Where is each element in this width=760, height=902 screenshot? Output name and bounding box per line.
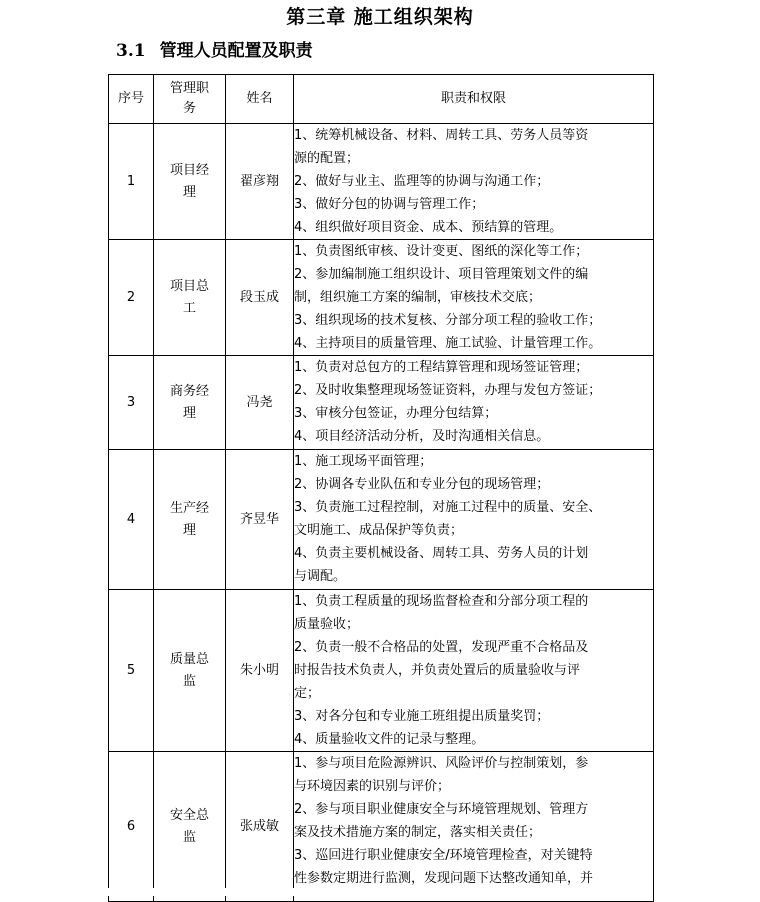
- row-position: [154, 590, 226, 752]
- row-name: 段玉成: [226, 240, 294, 356]
- duty-line: 时报告技术负责人，并负责处置后的质量验收与评: [294, 663, 581, 678]
- row-index: 6: [109, 752, 154, 902]
- row-name: 齐昱华: [226, 450, 294, 590]
- duty-line: 4、负责主要机械设备、周转工具、劳务人员的计划: [294, 546, 589, 561]
- table-row: [109, 356, 654, 450]
- row-position-text: 项目总工: [169, 278, 209, 316]
- duty-line: 定；: [294, 686, 321, 701]
- duty-line: 1、施工现场平面管理；: [294, 454, 433, 469]
- table-row: [109, 450, 654, 590]
- row-index: 5: [109, 590, 154, 752]
- duty-line: 2、做好与业主、监理等的协调与沟通工作；: [294, 174, 550, 189]
- row-name: 朱小明: [226, 590, 294, 752]
- header-name: 姓名: [226, 75, 294, 124]
- duty-line: 1、负责工程质量的现场监督检查和分部分项工程的: [294, 594, 589, 609]
- duty-line: 4、组织做好项目资金、成本、预结算的管理。: [294, 220, 563, 235]
- duty-line: 2、参加编制施工组织设计、项目管理策划文件的编: [294, 267, 589, 282]
- duty-line: 制，组织施工方案的编制，审核技术交底；: [294, 290, 542, 305]
- table-row: [109, 752, 654, 902]
- row-duties: [294, 752, 654, 902]
- row-position: [154, 356, 226, 450]
- row-name: 冯尧: [226, 356, 294, 450]
- chapter-title: 第三章 施工组织架构: [286, 6, 474, 28]
- row-index: 1: [109, 124, 154, 240]
- row-index: 2: [109, 240, 154, 356]
- row-position-text: 商务经理: [169, 383, 209, 421]
- row-position: [154, 124, 226, 240]
- row-duties: [294, 590, 654, 752]
- duty-line: 4、主持项目的质量管理、施工试验、计量管理工作。: [294, 336, 602, 351]
- section-title: [116, 36, 313, 61]
- row-position-text: 项目经理: [169, 162, 209, 200]
- duty-line: 案及技术措施方案的制定，落实相关责任；: [294, 825, 542, 840]
- row-position: [154, 752, 226, 902]
- table-row: [109, 590, 654, 752]
- row-name: 张成敏: [226, 752, 294, 902]
- duty-line: 1、统筹机械设备、材料、周转工具、劳务人员等资: [294, 128, 589, 143]
- row-duties: [294, 240, 654, 356]
- duty-line: 2、负责一般不合格品的处置，发现严重不合格品及: [294, 640, 589, 655]
- duty-line: 3、对各分包和专业施工班组提出质量奖罚；: [294, 709, 550, 724]
- section-number: 3.1: [116, 41, 146, 61]
- header-position: [154, 75, 226, 124]
- table-header-row: [109, 75, 654, 124]
- page-bottom-edge: [108, 888, 653, 896]
- duty-line: 与环境因素的识别与评价；: [294, 779, 451, 794]
- row-duties: [294, 450, 654, 590]
- header-position-text: 管理职务: [169, 81, 209, 116]
- duty-line: 2、协调各专业队伍和专业分包的现场管理；: [294, 477, 550, 492]
- duty-line: 3、巡回进行职业健康安全/环境管理检查，对关键特: [294, 848, 593, 863]
- duty-line: 质量验收；: [294, 617, 360, 632]
- duty-line: 2、参与项目职业健康安全与环境管理规划、管理方: [294, 802, 589, 817]
- duty-line: 3、组织现场的技术复核、分部分项工程的验收工作；: [294, 313, 602, 328]
- table-row: [109, 240, 654, 356]
- row-position-text: 质量总监: [169, 651, 209, 689]
- row-name: 翟彦翔: [226, 124, 294, 240]
- duty-line: 1、负责图纸审核、设计变更、图纸的深化等工作；: [294, 244, 589, 259]
- table-row: [109, 124, 654, 240]
- duty-line: 3、做好分包的协调与管理工作；: [294, 197, 485, 212]
- duty-line: 1、负责对总包方的工程结算管理和现场签证管理；: [294, 360, 589, 375]
- row-index: 3: [109, 356, 154, 450]
- row-position-text: 安全总监: [169, 807, 209, 845]
- duty-line: 源的配置；: [294, 151, 360, 166]
- duty-line: 性参数定期进行监测，发现问题下达整改通知单，并: [294, 871, 594, 886]
- row-duties: [294, 356, 654, 450]
- duty-line: 4、质量验收文件的记录与整理。: [294, 732, 485, 747]
- section-heading: 管理人员配置及职责: [159, 41, 313, 61]
- duty-line: 文明施工、成品保护等负责；: [294, 523, 464, 538]
- responsibility-table: [108, 74, 654, 902]
- duty-line: 与调配。: [294, 569, 347, 584]
- header-duties: 职责和权限: [294, 75, 654, 124]
- duty-line: 1、参与项目危险源辨识、风险评价与控制策划，参: [294, 756, 589, 771]
- duty-line: 3、负责施工过程控制，对施工过程中的质量、安全、: [294, 500, 602, 515]
- duty-line: 4、项目经济活动分析，及时沟通相关信息。: [294, 429, 550, 444]
- duty-line: 2、及时收集整理现场签证资料，办理与发包方签证；: [294, 383, 602, 398]
- row-position: [154, 240, 226, 356]
- row-duties: [294, 124, 654, 240]
- row-index: 4: [109, 450, 154, 590]
- row-position-text: 生产经理: [169, 500, 209, 538]
- row-position: [154, 450, 226, 590]
- header-index: 序号: [109, 75, 154, 124]
- duty-line: 3、审核分包签证，办理分包结算；: [294, 406, 498, 421]
